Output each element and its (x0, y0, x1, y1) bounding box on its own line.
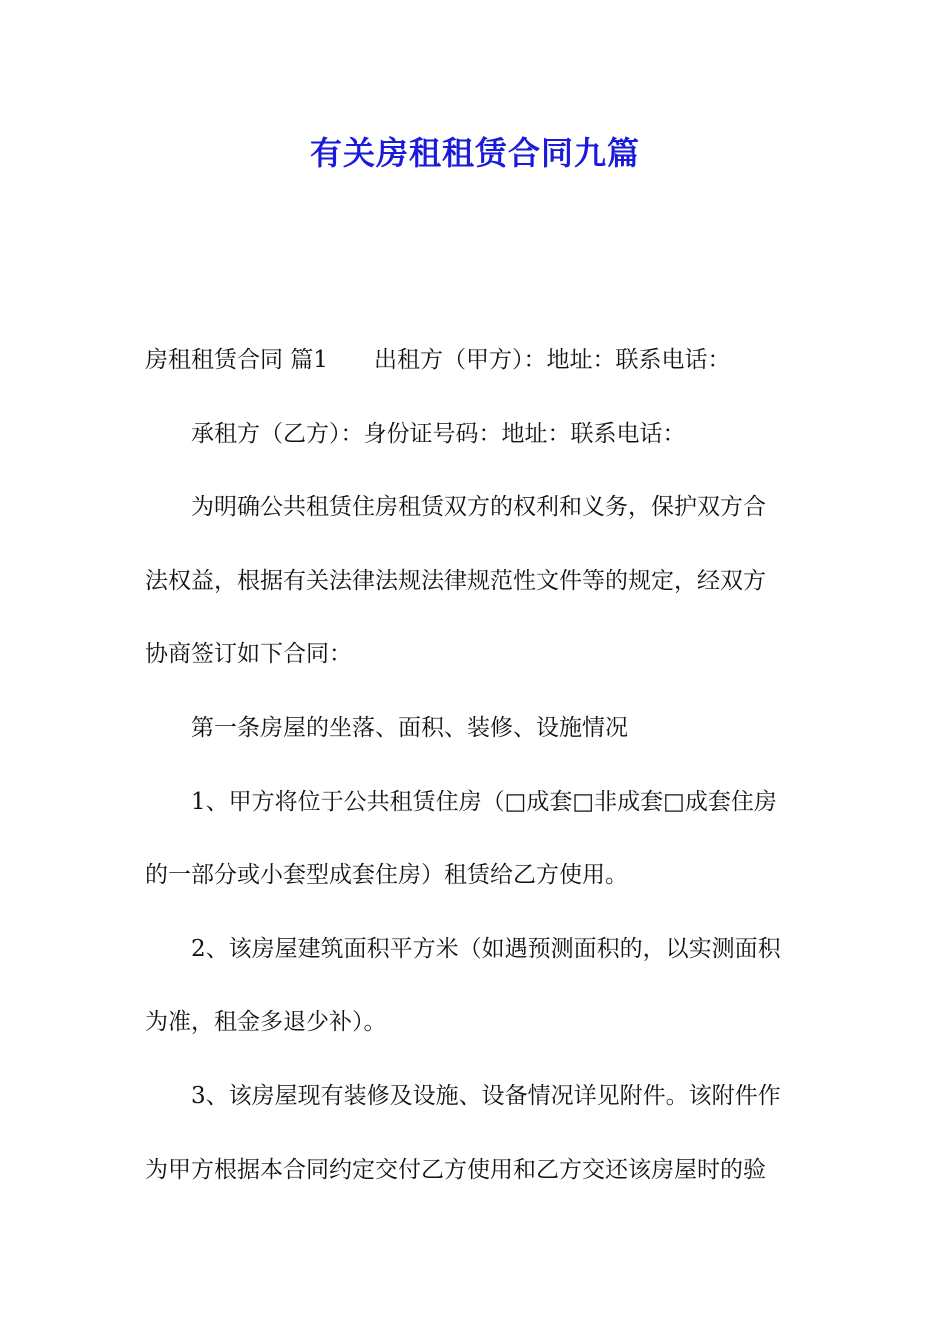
paragraph-line: 3、该房屋现有装修及设施、设备情况详见附件。该附件作 (191, 1082, 781, 1109)
paragraph-line: 2、该房屋建筑面积平方米（如遇预测面积的，以实测面积 (191, 935, 781, 962)
paragraph-line: 为甲方根据本合同约定交付乙方使用和乙方交还该房屋时的验 (145, 1156, 766, 1183)
paragraph-line: 法权益，根据有关法律法规法律规范性文件等的规定，经双方 (145, 567, 766, 594)
paragraph-line: 第一条房屋的坐落、面积、装修、设施情况 (191, 714, 628, 741)
document-body (145, 332, 807, 1215)
document-title: 有关房租租赁合同九篇 (309, 134, 640, 172)
paragraph-line: 的一部分或小套型成套住房）租赁给乙方使用。 (145, 862, 628, 889)
paragraph-line: 协商签订如下合同： (145, 641, 352, 668)
paragraph-line: 为明确公共租赁住房租赁双方的权利和义务，保护双方合 (191, 494, 766, 521)
lessor-info: 出租方（甲方）：地址：联系电话： (373, 347, 731, 373)
paragraph-line (145, 332, 807, 406)
paragraph-line: 为准，租金多退少补）。 (145, 1009, 387, 1036)
contract-heading: 房租租赁合同 篇1 (145, 347, 328, 373)
paragraph-line: 承租方（乙方）：身份证号码：地址：联系电话： (191, 420, 686, 447)
paragraph-line: 1、甲方将位于公共租赁住房（□成套□非成套□成套住房 (191, 788, 777, 815)
